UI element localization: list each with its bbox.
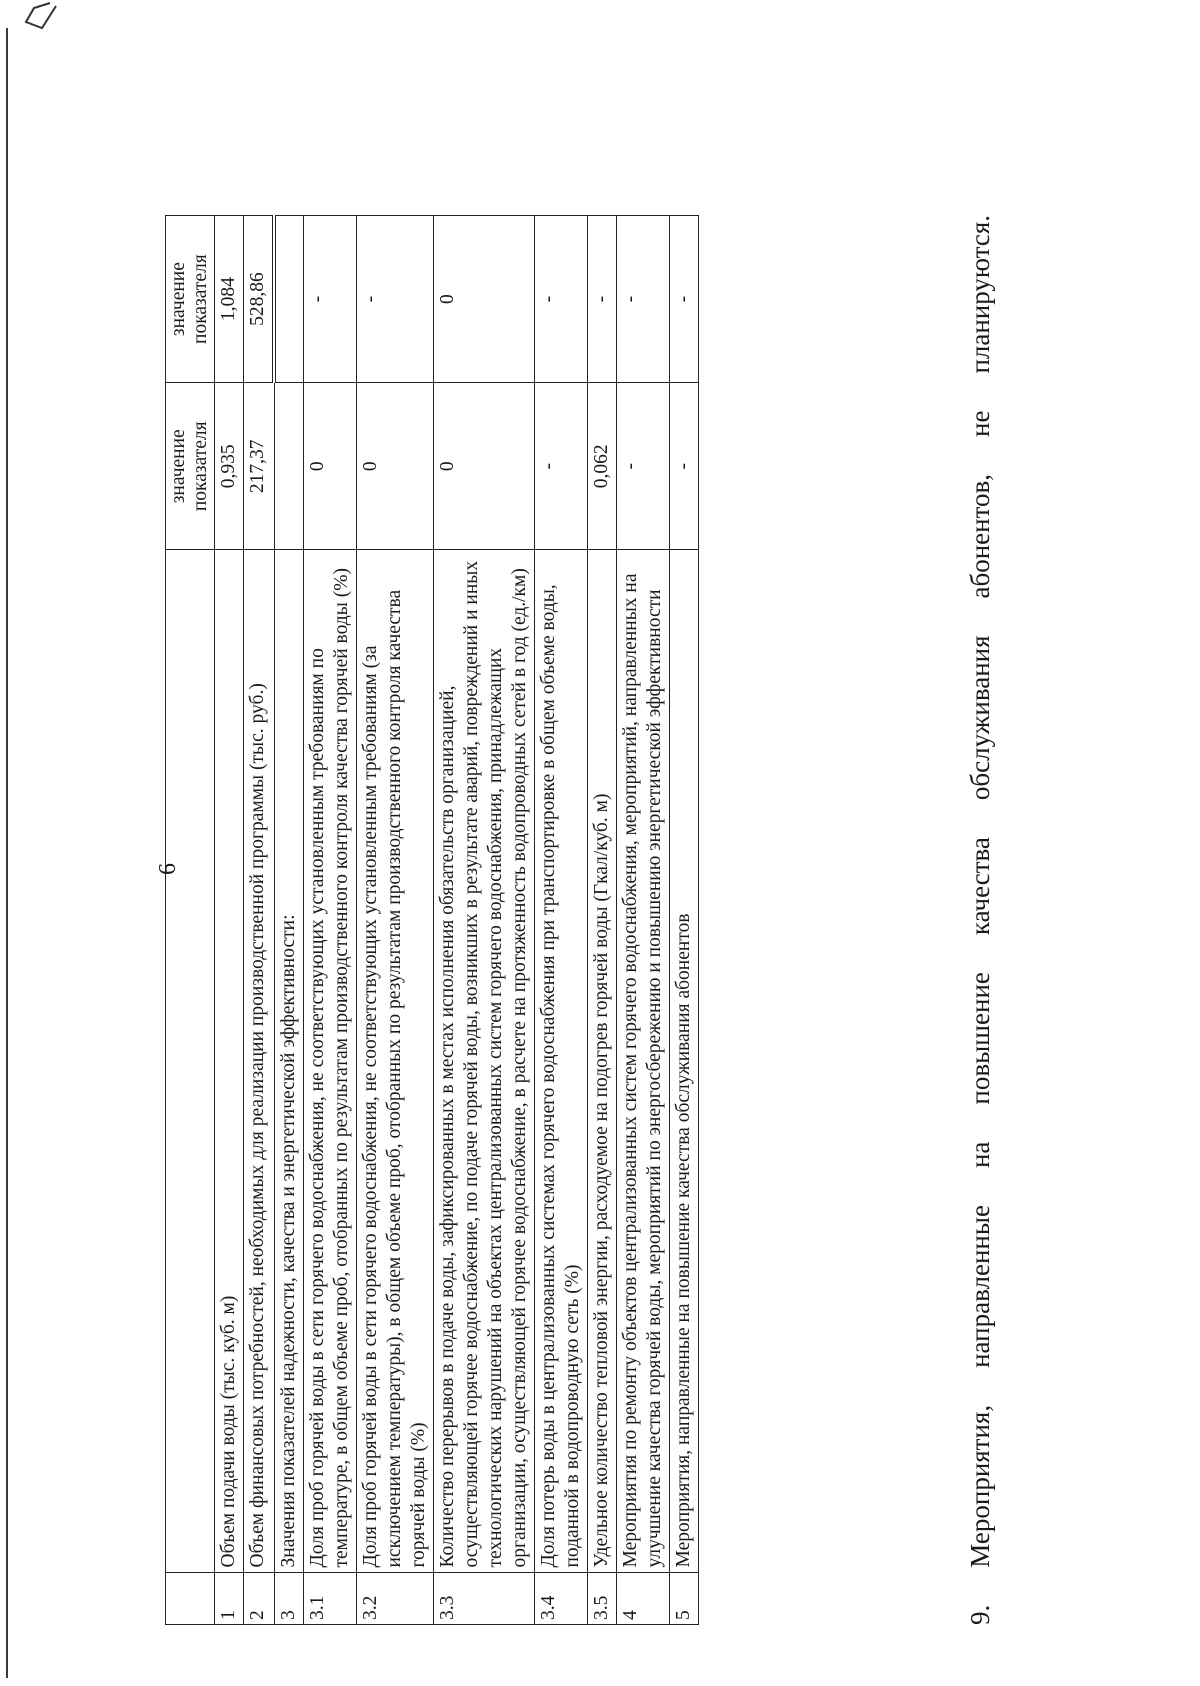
footer-word: 9.	[965, 1604, 995, 1625]
footer-word: планируются.	[965, 215, 995, 374]
table-row	[534, 216, 587, 1625]
footer-word: не	[965, 410, 995, 437]
row-value-2: -	[616, 216, 669, 383]
row-value-1: 0	[356, 383, 433, 550]
row-value-2: -	[669, 216, 698, 383]
row-value-2: -	[534, 216, 587, 383]
table-row	[433, 216, 534, 1625]
row-value-2: 0	[433, 216, 534, 383]
table-row	[303, 216, 356, 1625]
header-cell-value-1: значение показателя	[166, 383, 215, 550]
row-value-1	[274, 383, 303, 550]
footer-word: абонентов,	[965, 473, 995, 599]
row-value-1: -	[669, 383, 698, 550]
row-value-1: -	[534, 383, 587, 550]
footer-word: повышение	[965, 972, 995, 1105]
footer-word: на	[965, 1141, 995, 1169]
rotated-page	[80, 45, 1120, 1665]
table-row	[244, 216, 275, 1625]
row-number: 3.2	[356, 1572, 433, 1624]
header-cell-num	[166, 1572, 215, 1624]
row-text: Объем подачи воды (тыс. куб. м)	[215, 550, 244, 1572]
row-number: 3	[274, 1572, 303, 1624]
row-text: Доля потерь воды в централизованных системах горячего водоснабжения при транспортировке в общем объеме воды, поданной в водопроводную сеть (%)	[534, 550, 587, 1572]
row-value-2: -	[587, 216, 616, 383]
table-row	[356, 216, 433, 1625]
scan-edge-line	[6, 28, 8, 1678]
row-text: Мероприятия, направленные на повышение качества обслуживания абонентов	[669, 550, 698, 1572]
header-cell-desc	[166, 550, 215, 1572]
row-text: Доля проб горячей воды в сети горячего водоснабжения, не соответствующих установленным требованиям по температуре, в общем объеме проб, отобранных по результатам производственного контроля качества горячей воды (%)	[303, 550, 356, 1572]
row-text: Мероприятия по ремонту объектов централизованных систем горячего водоснабжения, мероприятий, направленных на улучшение качества горячей воды, мероприятий по энергосбережению и повышению энергетической эффективности	[616, 550, 669, 1572]
row-text: Объем финансовых потребностей, необходимых для реализации производственной программы (тыс. руб.)	[244, 550, 275, 1572]
row-text: Удельное количество тепловой энергии, расходуемое на подогрев горячей воды (Гкал/куб. м)	[587, 550, 616, 1572]
footer-word: качества	[965, 837, 995, 936]
row-value-2: -	[303, 216, 356, 383]
row-value-1: 0	[303, 383, 356, 550]
row-number: 4	[616, 1572, 669, 1624]
row-value-1: 0	[433, 383, 534, 550]
row-value-2	[274, 216, 303, 383]
row-number: 5	[669, 1572, 698, 1624]
row-number: 3.5	[587, 1572, 616, 1624]
row-number: 3.4	[534, 1572, 587, 1624]
table-row	[616, 216, 669, 1625]
row-value-2: 1,084	[215, 216, 244, 383]
page-number: 6	[155, 863, 181, 875]
table-row	[669, 216, 698, 1625]
table-row	[215, 216, 244, 1625]
row-text: Значения показателей надежности, качества и энергетической эффективности:	[274, 550, 303, 1572]
section-9-paragraph	[965, 215, 996, 1625]
row-value-2: -	[356, 216, 433, 383]
footer-word: направленные	[965, 1205, 995, 1368]
row-number: 1	[215, 1572, 244, 1624]
table-header-row	[166, 216, 215, 1625]
row-value-1: -	[616, 383, 669, 550]
row-number: 3.3	[433, 1572, 534, 1624]
footer-word: обслуживания	[965, 635, 995, 801]
row-number: 2	[244, 1572, 275, 1624]
handwritten-mark	[4, 0, 64, 40]
row-value-1: 217,37	[244, 383, 275, 550]
indicators-table	[165, 215, 699, 1625]
row-value-2: 528,86	[244, 216, 275, 383]
row-text: Доля проб горячей воды в сети горячего водоснабжения, не соответствующих установленным требованиям (за исключением температуры), в общем объеме проб, отобранных по результатам производственного контроля качества горячей воды (%)	[356, 550, 433, 1572]
row-number: 3.1	[303, 1572, 356, 1624]
header-cell-value-2: значение показателя	[166, 216, 215, 383]
footer-word: Мероприятия,	[965, 1404, 995, 1568]
table-row	[274, 216, 303, 1625]
row-value-1: 0,062	[587, 383, 616, 550]
row-text: Количество перерывов в подаче воды, зафиксированных в местах исполнения обязательств организацией, осуществляющей горячее водоснабжение, по подаче горячей воды, возникших в результате аварий, повреждений и иных технологических нарушений на объектах централизованных систем горячего водоснабжения, принадлежащих организации, осуществляющей горячее водоснабжение, в расчете на протяженность водопроводных сетей в год (ед./км)	[433, 550, 534, 1572]
row-value-1: 0,935	[215, 383, 244, 550]
table-row	[587, 216, 616, 1625]
